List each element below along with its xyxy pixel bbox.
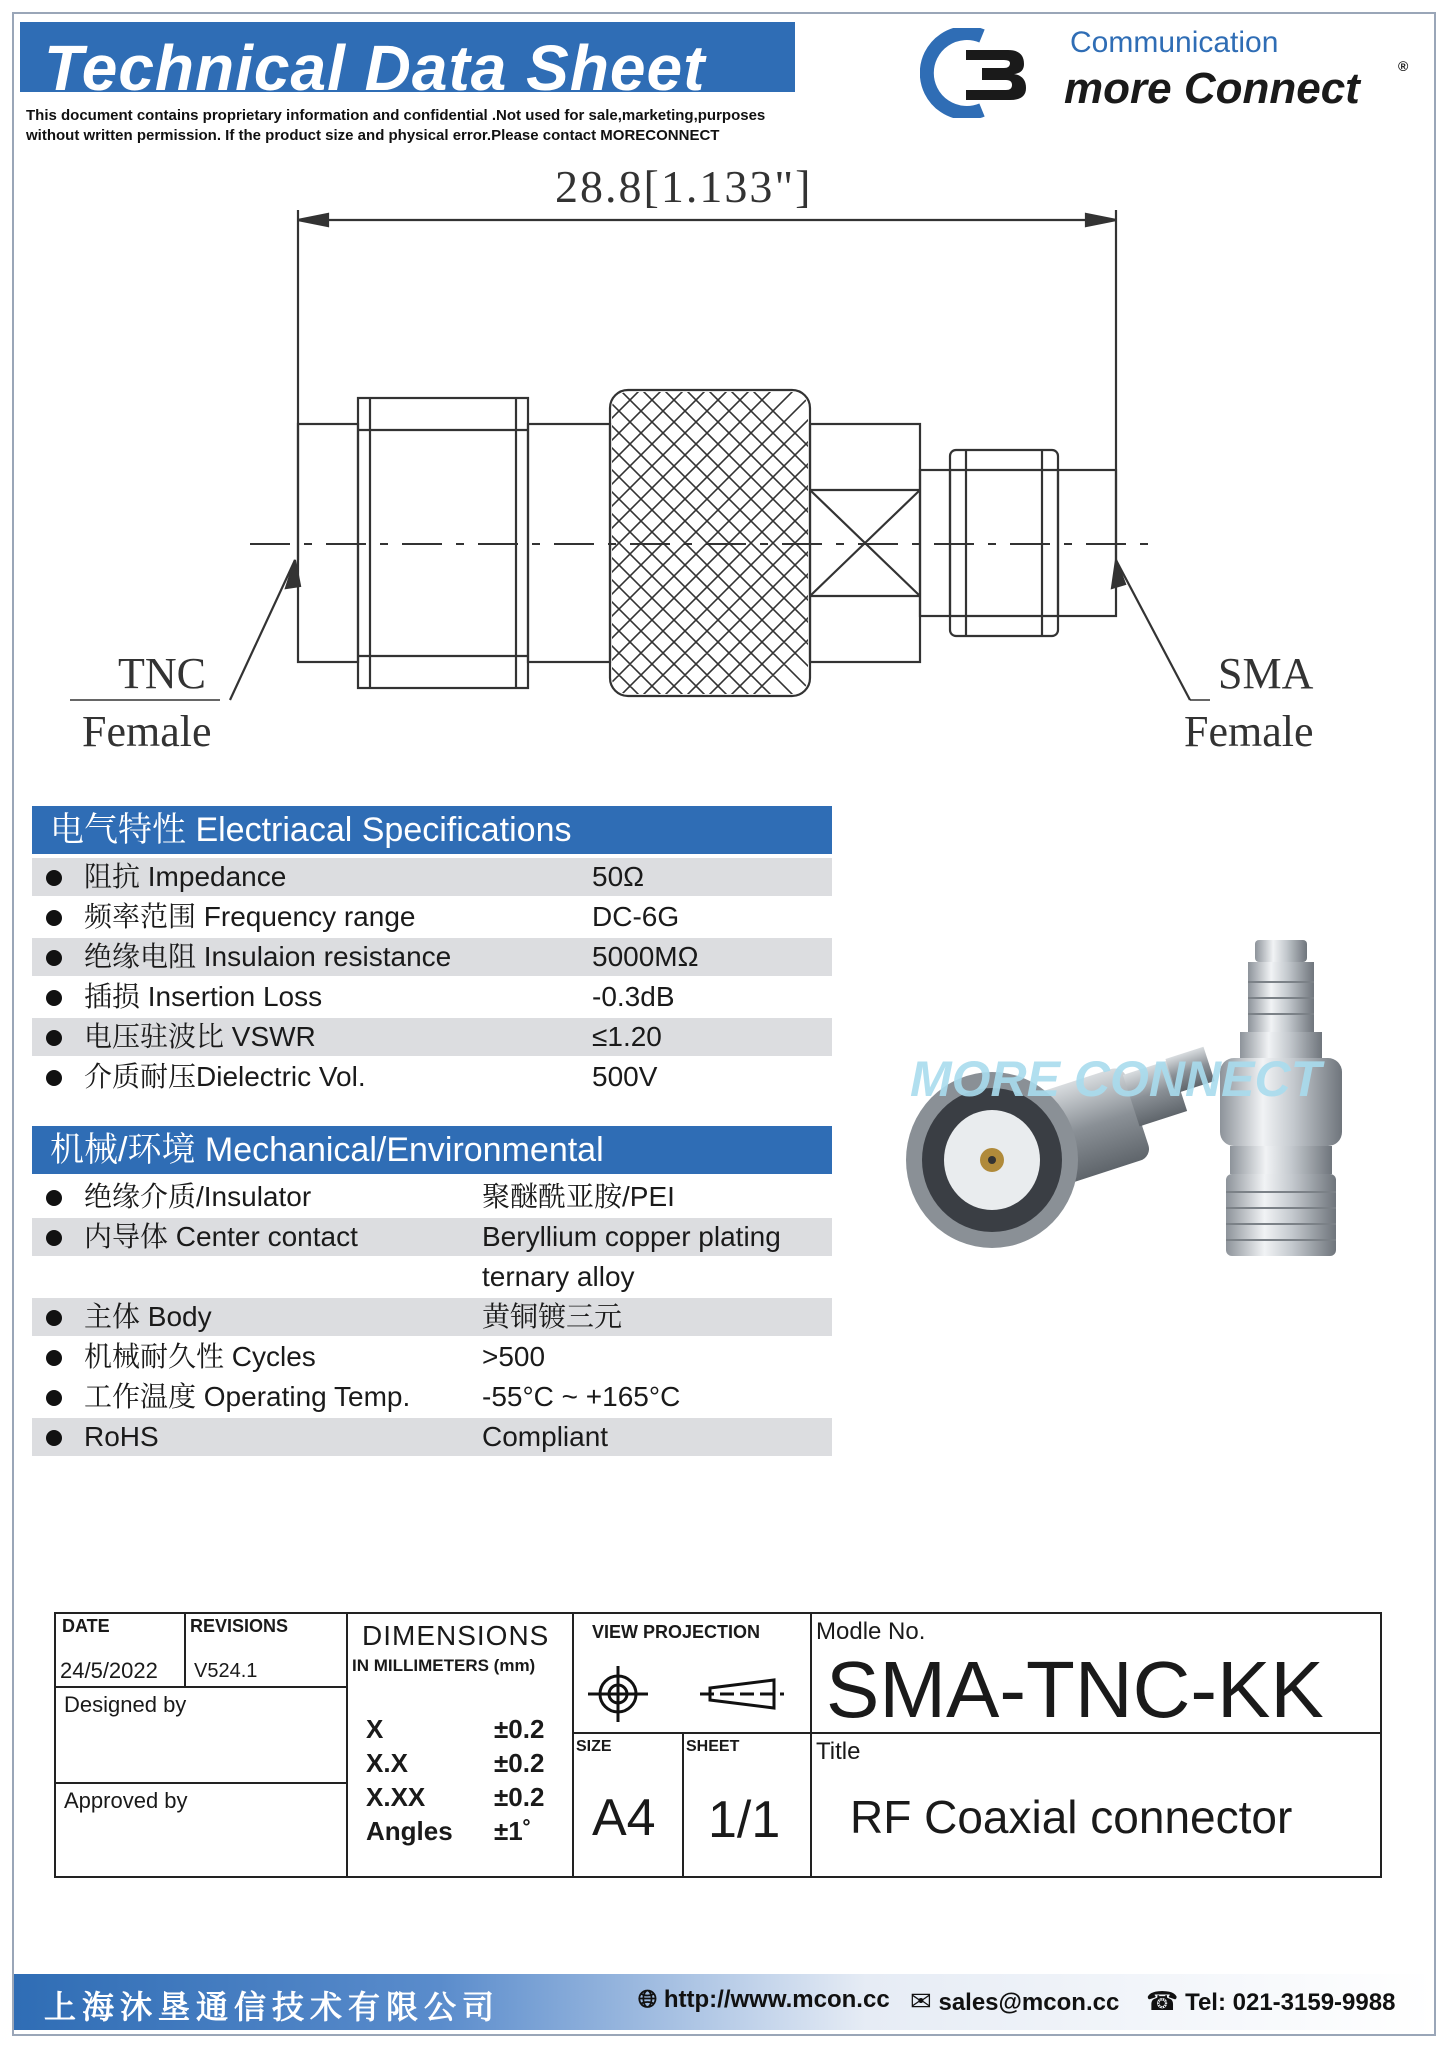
overall-length-dimension: 28.8[1.133"] [555, 161, 813, 212]
left-connector-gender: Female [82, 707, 212, 756]
website-link[interactable]: http://www.mcon.cc [663, 1986, 890, 2013]
electrical-spec-row [32, 858, 832, 896]
electrical-spec-label: 介质耐压Dielectric Vol. [84, 1061, 366, 1092]
email-link[interactable]: sales@mcon.cc [938, 1989, 1120, 2016]
mechanical-spec-label: 绝缘介质/Insulator [84, 1181, 312, 1212]
mechanical-spec-label: 机械耐久性 Cycles [84, 1341, 316, 1372]
date-label: DATE [62, 1616, 110, 1636]
mechanical-spec-label: 内导体 Center contact [84, 1221, 358, 1252]
tolerance-value: ±1˚ [494, 1816, 532, 1846]
electrical-spec-label: 插损 Insertion Loss [84, 981, 323, 1012]
revisions-value: V524.1 [194, 1660, 258, 1682]
electrical-spec-label: 阻抗 Impedance [84, 861, 287, 892]
mechanical-spec-label: 主体 Body [84, 1301, 212, 1332]
title-value: RF Coaxial connector [850, 1791, 1293, 1843]
approved-by-label: Approved by [64, 1788, 188, 1813]
email[interactable] [910, 1986, 1119, 2017]
bullet-icon [46, 1310, 62, 1326]
mechanical-spec-value: Beryllium copper plating [482, 1221, 781, 1252]
right-connector-type: SMA [1218, 649, 1314, 698]
bullet-icon [46, 1190, 62, 1206]
electrical-spec-row [32, 898, 832, 936]
logo-communication: Communication [1070, 26, 1279, 59]
tolerance-key: X.X [366, 1748, 408, 1778]
title-block [54, 1612, 1382, 1878]
document-title: Technical Data Sheet [44, 32, 706, 104]
electrical-spec-row [32, 978, 832, 1016]
tolerance-value: ±0.2 [494, 1748, 545, 1778]
disclaimer-line-2: without written permission. If the product size and physical error.Please contact MORECONNECT [26, 127, 720, 144]
bullet-icon [46, 870, 62, 886]
logo-more-connect: more Connect [1064, 64, 1360, 113]
mechanical-spec-value: -55°C ~ +165°C [482, 1381, 681, 1412]
tolerance-value: ±0.2 [494, 1782, 545, 1812]
mechanical-spec-value: Compliant [482, 1421, 609, 1452]
electrical-spec-label: 绝缘电阻 Insulaion resistance [84, 941, 452, 972]
mechanical-spec-row [32, 1378, 832, 1416]
watermark: MORE CONNECT [910, 1051, 1322, 1107]
phone [1146, 1986, 1395, 2017]
dimensions-subtitle: IN MILLIMETERS (mm) [352, 1656, 536, 1675]
disclaimer-line-1: This document contains proprietary information and confidential .Not used for sale,marketing,purposes [26, 107, 766, 124]
telephone-icon: ☎ [1146, 1986, 1179, 2016]
mechanical-spec-row [32, 1338, 832, 1376]
left-connector-type: TNC [118, 649, 206, 698]
mechanical-spec-value: 黄铜镀三元 [482, 1301, 623, 1332]
size-label: SIZE [576, 1738, 612, 1755]
electrical-spec-label: 频率范围 Frequency range [84, 901, 416, 932]
electrical-spec-value: 5000MΩ [592, 941, 699, 972]
sheet-value: 1/1 [708, 1791, 781, 1849]
electrical-heading-text: 电气特性 Electriacal Specifications [50, 811, 572, 849]
revisions-label: REVISIONS [190, 1616, 289, 1636]
bullet-icon [46, 910, 62, 926]
tolerance-key: Angles [366, 1816, 453, 1846]
mechanical-spec-row [32, 1298, 832, 1336]
electrical-spec-value: 50Ω [592, 861, 645, 892]
electrical-spec-row [32, 1018, 832, 1056]
bullet-icon [46, 1350, 62, 1366]
connector-drawing [70, 140, 1210, 785]
brand-logo-icon [920, 28, 1040, 123]
model-number-value: SMA-TNC-KK [826, 1645, 1324, 1734]
electrical-spec-value: ≤1.20 [592, 1021, 662, 1052]
dimensions-title: DIMENSIONS [362, 1620, 550, 1651]
mechanical-spec-label: RoHS [84, 1421, 159, 1452]
product-photo [880, 930, 1380, 1295]
mechanical-spec-value: 聚醚酰亚胺/PEI [482, 1181, 675, 1212]
tolerance-key: X [366, 1714, 384, 1744]
bullet-icon [46, 990, 62, 1006]
electrical-spec-row [32, 1058, 832, 1096]
projection-symbol-icon [588, 1664, 788, 1729]
bullet-icon [46, 1030, 62, 1046]
sheet-label: SHEET [686, 1738, 740, 1755]
electrical-spec-value: DC-6G [592, 901, 680, 932]
title-label: Title [816, 1738, 861, 1765]
mechanical-spec-row [32, 1178, 832, 1216]
mechanical-specs-heading [32, 1126, 832, 1174]
electrical-spec-value: -0.3dB [592, 981, 675, 1012]
mechanical-spec-label: 工作温度 Operating Temp. [84, 1381, 411, 1412]
tolerance-key: X.XX [366, 1782, 426, 1812]
electrical-specs-heading [32, 806, 832, 854]
right-connector-gender: Female [1184, 707, 1314, 756]
mechanical-spec-value: >500 [482, 1341, 546, 1372]
globe-icon: 🌐︎ [638, 1986, 658, 2013]
date-value: 24/5/2022 [60, 1658, 158, 1683]
electrical-spec-label: 电压驻波比 VSWR [84, 1021, 316, 1052]
mechanical-spec-row [32, 1218, 832, 1256]
mechanical-spec-row [32, 1418, 832, 1456]
phone-number: Tel: 021-3159-9988 [1185, 1989, 1396, 2016]
designed-by-label: Designed by [64, 1692, 187, 1717]
website[interactable] [638, 1986, 890, 2014]
model-number-label: Modle No. [816, 1618, 926, 1645]
view-projection-label: VIEW PROJECTION [592, 1622, 761, 1642]
bullet-icon [46, 1430, 62, 1446]
electrical-spec-row [32, 938, 832, 976]
mechanical-spec-row [32, 1258, 832, 1296]
tolerance-value: ±0.2 [494, 1714, 545, 1744]
size-value: A4 [592, 1789, 656, 1847]
title-banner [20, 22, 795, 104]
bullet-icon [46, 1230, 62, 1246]
mechanical-spec-value: ternary alloy [482, 1261, 635, 1292]
electrical-spec-value: 500V [592, 1061, 658, 1092]
company-name: 上海沐垦通信技术有限公司 [44, 1988, 501, 2026]
bullet-icon [46, 950, 62, 966]
mechanical-heading-text: 机械/环境 Mechanical/Environmental [50, 1131, 604, 1169]
registered-mark: ® [1398, 58, 1409, 74]
bullet-icon [46, 1070, 62, 1086]
envelope-icon: ✉ [910, 1986, 932, 2016]
bullet-icon [46, 1390, 62, 1406]
